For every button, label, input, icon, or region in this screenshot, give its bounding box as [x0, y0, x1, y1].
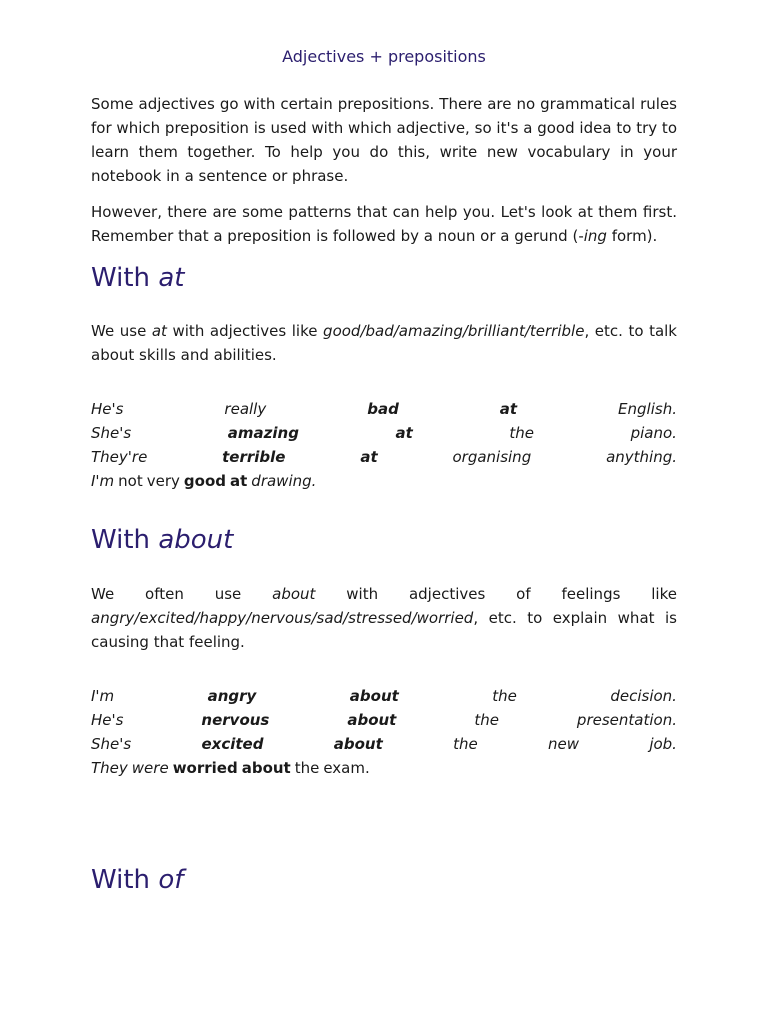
desc-adjectives: good/bad/amazing/brilliant/terrible: [323, 322, 585, 340]
example-word: the: [474, 711, 499, 729]
desc-word: about: [272, 585, 316, 603]
desc-word: at: [151, 322, 167, 340]
example-word: They: [91, 759, 128, 777]
example-word: drawing.: [251, 472, 317, 490]
example-word: They're: [91, 448, 148, 466]
heading-prefix: With: [91, 525, 159, 555]
section-heading-of: [91, 864, 183, 896]
desc-adjectives: angry/excited/happy/nervous/sad/stressed/worried: [91, 609, 474, 627]
example-line: [91, 469, 677, 493]
example-word-bold: good: [183, 472, 226, 490]
example-line: [91, 397, 677, 421]
section-heading-at: [91, 262, 184, 294]
example-word: the: [294, 759, 320, 777]
example-word-bold: bad: [367, 400, 399, 418]
example-line: [91, 421, 677, 445]
example-line: [91, 756, 677, 780]
intro-p2-end: form).: [606, 227, 658, 245]
example-word: really: [224, 400, 267, 418]
example-word-bold: nervous: [201, 711, 270, 729]
example-word-bold: about: [347, 711, 397, 729]
example-word: decision.: [610, 687, 677, 705]
heading-prefix: With: [91, 263, 159, 293]
example-word: not: [118, 472, 143, 490]
intro-p2-text: However, there are some patterns that can help you. Let's look at them first. Remember that a preposition is followed by a noun or a gerund (-: [91, 203, 677, 245]
example-line: [91, 684, 677, 708]
example-word-bold: worried: [172, 759, 238, 777]
example-word: She's: [91, 735, 132, 753]
example-word: presentation.: [576, 711, 677, 729]
section-description-at: [91, 319, 677, 367]
example-word: the: [453, 735, 478, 753]
example-word: I'm: [91, 472, 115, 490]
example-word-bold: terrible: [222, 448, 286, 466]
heading-word: of: [158, 865, 184, 895]
document-title: Adjectives + prepositions: [282, 47, 486, 66]
example-word: He's: [91, 400, 124, 418]
example-word: very: [146, 472, 180, 490]
example-word-bold: at: [499, 400, 518, 418]
example-word: the: [492, 687, 517, 705]
example-word-bold: at: [395, 424, 413, 442]
desc-text: , etc. to explain what is causing that feeling.: [91, 609, 677, 651]
intro-paragraph-2: [91, 200, 677, 248]
example-word: anything.: [606, 448, 677, 466]
example-word-bold: about: [333, 735, 383, 753]
example-line: [91, 445, 677, 469]
example-word-bold: excited: [201, 735, 264, 753]
example-word: He's: [91, 711, 124, 729]
heading-word: at: [158, 263, 185, 293]
section-description-about: [91, 582, 677, 654]
example-word-bold: about: [241, 759, 291, 777]
example-word: She's: [91, 424, 132, 442]
example-word-bold: about: [349, 687, 399, 705]
desc-text: with adjectives like: [166, 322, 324, 340]
example-word: organising: [452, 448, 532, 466]
desc-text: We use: [91, 322, 152, 340]
example-word: exam.: [323, 759, 370, 777]
example-word: new: [548, 735, 580, 753]
heading-prefix: With: [91, 865, 159, 895]
example-line: [91, 708, 677, 732]
desc-text: with adjectives of feelings like: [315, 585, 677, 603]
examples-about: [91, 684, 677, 780]
example-word: piano.: [630, 424, 677, 442]
example-line: [91, 732, 677, 756]
desc-text: , etc. to talk about skills and abilities.: [91, 322, 677, 364]
intro-p2-ing: ing: [583, 227, 607, 245]
example-word-bold: amazing: [227, 424, 299, 442]
intro-paragraph-1: Some adjectives go with certain prepositions. There are no grammatical rules for which preposition is used with which adjective, so it's a good idea to try to learn them together. To help you do this, write new vocabulary in your notebook in a sentence or phrase.: [91, 95, 677, 185]
example-word: job.: [649, 735, 677, 753]
examples-at: [91, 397, 677, 493]
example-word: the: [509, 424, 535, 442]
example-word: I'm: [91, 687, 115, 705]
example-word-bold: angry: [207, 687, 257, 705]
example-word: English.: [618, 400, 677, 418]
example-word-bold: at: [360, 448, 378, 466]
example-word-bold: at: [230, 472, 248, 490]
section-heading-about: [91, 524, 233, 556]
desc-text: We often use: [91, 585, 273, 603]
heading-word: about: [158, 525, 234, 555]
example-word: were: [131, 759, 169, 777]
